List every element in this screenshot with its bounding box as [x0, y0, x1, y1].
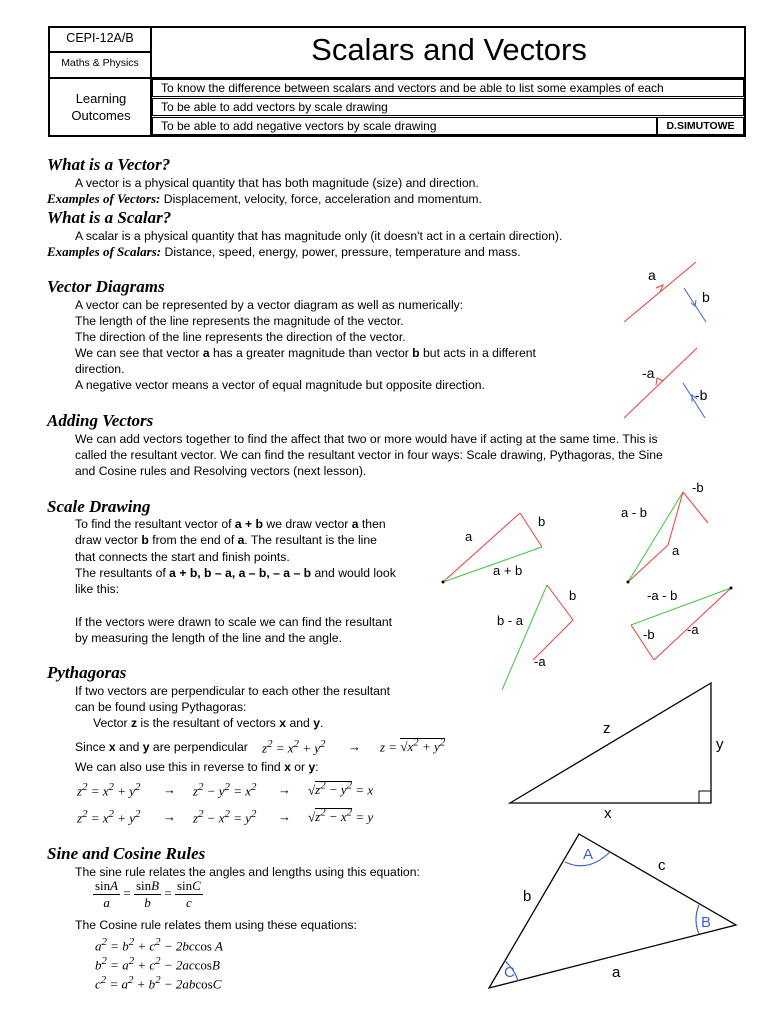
learning-outcomes-label: Learning Outcomes: [71, 91, 131, 123]
label-neg-a: -a: [642, 365, 655, 381]
text: from the end of: [148, 533, 238, 547]
tri-label-C: C: [504, 964, 515, 981]
pyth-arrow-2: →: [163, 782, 176, 797]
sine-line-1: The sine rule relates the angles and lengths using this equation:: [75, 865, 420, 879]
d2-label-a: a: [672, 543, 680, 558]
d2-label-neg-b: -b: [692, 480, 704, 495]
vector-neg-a-line: [624, 348, 697, 418]
text-bold: x: [108, 740, 116, 754]
scale-line-5: like this:: [75, 582, 120, 596]
vector-examples-label: Examples of Vectors:: [47, 191, 161, 206]
adding-line-2: called the resultant vector. We can find the resultant vector in four ways: Scale drawing, Pythagoras, the Sine: [75, 448, 663, 462]
pyth-line-5: [75, 759, 319, 775]
d4-label-neg-b: -b: [643, 627, 655, 642]
text: then: [358, 517, 386, 531]
frac-b: $\frac{\sin B}{b}$: [135, 878, 160, 910]
angle-arc-B: [696, 905, 699, 934]
diagrams-line-6: A negative vector means a vector of equal magnitude but opposite direction.: [75, 378, 485, 392]
outcome-3: To be able to add negative vectors by scale drawing: [152, 117, 657, 135]
page-title: Scalars and Vectors: [311, 32, 587, 67]
author: D.SIMUTOWE: [657, 117, 744, 135]
text: are perpendicular: [149, 740, 248, 754]
d2-vector-neg-b: [668, 492, 683, 545]
text: we draw vector: [263, 517, 352, 531]
frac-c: $\frac{\sin C}{c}$: [176, 878, 201, 910]
tri-label-z: z: [603, 720, 611, 737]
d4-resultant: [631, 588, 731, 625]
text-bold: a: [202, 346, 210, 360]
pyth-eq-1: $z^2 = x^2 + y^2$: [262, 738, 326, 756]
diagrams-line-2: The length of the line represents the magnitude of the vector.: [75, 314, 404, 328]
pyth-line-3: [93, 715, 323, 731]
d3-label-neg-a: -a: [534, 654, 546, 669]
text-bold: x: [279, 716, 287, 730]
pyth-arrow-4: →: [163, 809, 176, 824]
adding-line-3: and Cosine rules and Resolving vectors (next lesson).: [75, 464, 367, 478]
pyth-line-1: If two vectors are perpendicular to each other the resultant: [75, 684, 391, 698]
d1-label-r: a + b: [493, 563, 523, 578]
pyth-eq-4b: $z^2 - x^2 = y^2$: [193, 808, 257, 826]
cosine-eq-2: $b^2 = a^2 + c^2 - 2accosB$: [95, 955, 220, 973]
d4-label-neg-a: -a: [687, 622, 699, 637]
d2-vector-b-overlay: [683, 492, 708, 523]
scale-line-1: [75, 516, 386, 532]
d4-label-r: -a - b: [647, 588, 678, 603]
adding-line-1: We can add vectors together to find the affect that two or more would have if acting at the same time. This is: [75, 432, 658, 446]
pythagoras-heading: Pythagoras: [47, 663, 127, 682]
text: The resultants of: [75, 566, 170, 580]
scale-heading: Scale Drawing: [47, 497, 151, 516]
diagrams-line-4: [75, 345, 536, 361]
pyth-eq-2: $z = √x^2 + y^2$: [380, 737, 446, 755]
scale-line-7: by measuring the length of the line and the angle.: [75, 631, 342, 645]
header-divider-h1: [48, 51, 152, 53]
scalar-heading: What is a Scalar?: [47, 208, 172, 227]
text: and: [286, 716, 314, 730]
vector-examples-text: Displacement, velocity, force, acceleration and momentum.: [163, 192, 482, 206]
d1-label-b: b: [538, 514, 546, 529]
d3-label-r: b - a: [497, 613, 524, 628]
cosine-eq-1: $a^2 = b^2 + c^2 - 2bccos$ A: [95, 936, 223, 954]
outcome-2: To be able to add vectors by scale drawing: [152, 98, 744, 116]
scale-drawing-figure: [435, 470, 745, 695]
text: and: [115, 740, 143, 754]
scalar-examples-text: Distance, speed, energy, power, pressure, temperature and mass.: [164, 245, 521, 259]
text: Vector: [93, 716, 131, 730]
d1-label-a: a: [465, 529, 473, 544]
d3-label-b: b: [569, 588, 577, 603]
text: Since: [75, 740, 109, 754]
pyth-eq-3a: $z^2 = x^2 + y^2$: [77, 781, 141, 799]
text: but acts in a different: [419, 346, 536, 360]
scale-line-4: [75, 565, 396, 581]
vector-diagram-figure: [600, 255, 740, 425]
pyth-eq-4c: $√z^2 - x^2 = y$: [308, 807, 374, 825]
pythagoras-triangle: [500, 675, 740, 825]
d4-end-dot: [730, 587, 733, 590]
tri-label-B: B: [701, 914, 712, 931]
tri-label-A: A: [583, 846, 594, 863]
vector-heading: What is a Vector?: [47, 155, 171, 174]
pyth-line-2: can be found using Pythagoras:: [75, 700, 247, 714]
scale-line-6: If the vectors were drawn to scale we can find the resultant: [75, 615, 393, 629]
pyth-eq-3b: $z^2 - y^2 = x^2$: [193, 781, 257, 799]
sine-line-2: The Cosine rule relates them using these equations:: [75, 918, 357, 932]
tri-label-b: b: [523, 888, 532, 905]
text: .: [319, 716, 324, 730]
d2-vector-a: [628, 545, 668, 582]
tri-label-a: a: [612, 964, 621, 981]
pyth-arrow-1: →: [348, 739, 361, 754]
text: is the resultant of vectors: [137, 716, 280, 730]
text: :: [315, 760, 319, 774]
text: To find the resultant vector of: [75, 517, 235, 531]
d1-start-dot: [442, 581, 445, 584]
course-code: CEPI-12A/B: [66, 31, 134, 45]
pyth-line-4: [75, 739, 248, 755]
vector-definition: A vector is a physical quantity that has both magnitude (size) and direction.: [75, 176, 479, 190]
text-bold: a: [237, 533, 245, 547]
label-b: b: [702, 289, 710, 305]
outcome-1: To know the difference between scalars and vectors and be able to list some examples of each: [152, 79, 744, 97]
text-bold: x: [284, 760, 291, 774]
frac-a: $\frac{\sin A}{a}$: [95, 878, 119, 910]
equals: =: [164, 885, 172, 901]
tri-label-c: c: [658, 857, 666, 874]
diagrams-heading: Vector Diagrams: [47, 277, 165, 296]
text-bold: y: [142, 740, 150, 754]
text-bold: y: [308, 760, 316, 774]
text-bold: y: [313, 716, 320, 730]
diagrams-line-1: A vector can be represented by a vector diagram as well as numerically:: [75, 298, 464, 312]
label-a: a: [648, 267, 656, 283]
scalar-definition: A scalar is a physical quantity that has magnitude only (it doesn't act in a certain direction).: [75, 229, 563, 243]
label-neg-b: -b: [695, 387, 708, 403]
vector-examples: [47, 191, 482, 207]
right-triangle: [510, 683, 711, 803]
text: and would look: [311, 566, 396, 580]
scalar-examples: [47, 244, 521, 260]
pyth-eq-3c: $√z^2 - y^2 = x$: [308, 780, 374, 798]
equals: =: [123, 885, 131, 901]
diagrams-line-3: The direction of the line represents the direction of the vector.: [75, 330, 406, 344]
cosine-eq-3: $c^2 = a^2 + b^2 - 2abcosC$: [95, 974, 222, 992]
subject-label: Maths & Physics: [61, 57, 139, 69]
text-bold: a: [351, 517, 359, 531]
d2-label-r: a - b: [621, 505, 648, 520]
scalar-examples-label: Examples of Scalars:: [47, 244, 162, 259]
sine-cosine-heading: Sine and Cosine Rules: [47, 844, 206, 863]
text-bold: b: [141, 533, 149, 547]
text-bold: a + b, b – a, a – b, – a – b: [169, 566, 312, 580]
text: has a greater magnitude than vector: [209, 346, 413, 360]
adding-heading: Adding Vectors: [47, 411, 154, 430]
text: or: [290, 760, 309, 774]
scale-line-3: that connects the start and finish points.: [75, 550, 290, 564]
diagrams-line-5: direction.: [75, 362, 125, 376]
d2-start-dot: [627, 581, 630, 584]
right-angle-marker: [699, 791, 711, 803]
pyth-eq-4a: $z^2 = x^2 + y^2$: [77, 808, 141, 826]
pyth-arrow-3: →: [278, 782, 291, 797]
text-bold: b: [412, 346, 420, 360]
text: draw vector: [75, 533, 142, 547]
tri-label-y: y: [716, 736, 724, 753]
text: We can also use this in reverse to find: [75, 760, 285, 774]
sine-cosine-triangle: [480, 828, 745, 993]
tri-label-x: x: [604, 805, 612, 822]
scale-line-2: [75, 532, 377, 548]
text: We can see that vector: [75, 346, 203, 360]
pyth-arrow-5: →: [278, 809, 291, 824]
text: . The resultant is the line: [244, 533, 377, 547]
text-bold: z: [130, 716, 138, 730]
sine-rule-equation: [93, 878, 203, 911]
text-bold: a + b: [234, 517, 264, 531]
